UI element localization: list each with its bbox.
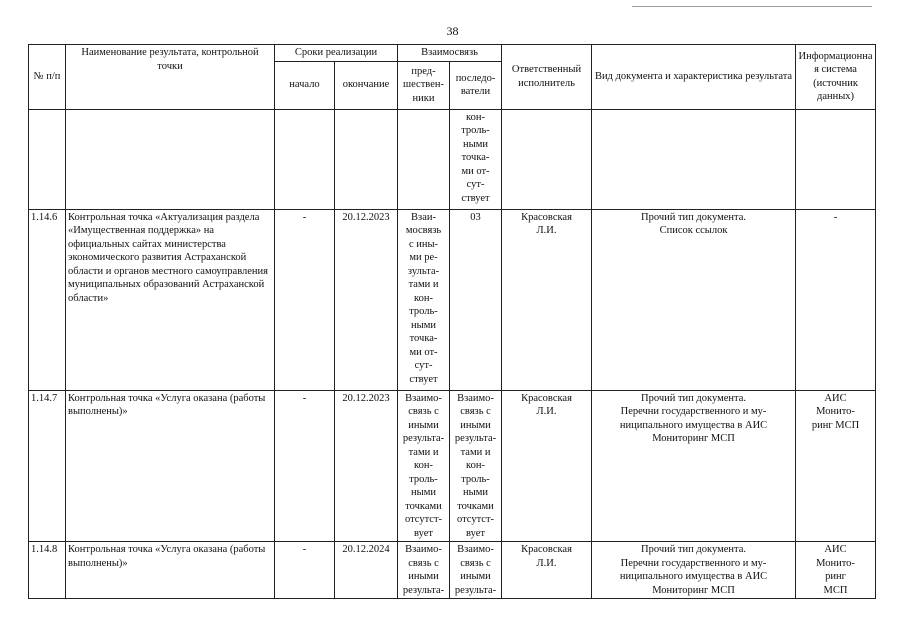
cell-document: Прочий тип документа. Перечни государственного и му- ниципального имущества в АИС Мониторинг МСП [592, 542, 796, 599]
cell-start: - [275, 390, 335, 542]
cell-start: - [275, 542, 335, 599]
header-successors: последо- ватели [450, 61, 502, 109]
cell-end: 20.12.2024 [335, 542, 398, 599]
cell-empty [398, 109, 450, 209]
header-end: окончание [335, 61, 398, 109]
cell-num: 1.14.6 [29, 209, 66, 390]
cell-successors: 03 [450, 209, 502, 390]
cell-empty [592, 109, 796, 209]
control-points-table [28, 44, 876, 599]
table-row-continuation [29, 109, 876, 209]
cell-info-system: АИС Монито- ринг МСП [796, 542, 876, 599]
cell-empty [796, 109, 876, 209]
cell-start: - [275, 209, 335, 390]
cell-name: Контрольная точка «Актуализация раздела «Имущественная поддержка» на официальных сайтах министерства экономического развития Астраханской области и органов местного самоуправления муниципальных образований Астраханской области» [66, 209, 275, 390]
cell-responsible: Красовская Л.И. [502, 390, 592, 542]
table-row [29, 390, 876, 542]
cell-name: Контрольная точка «Услуга оказана (работы выполнены)» [66, 390, 275, 542]
header-info-system: Информационная система (источник данных) [796, 45, 876, 110]
header-link: Взаимосвязь [398, 45, 502, 62]
header-predecessors: пред- шествен- ники [398, 61, 450, 109]
header-terms: Сроки реализации [275, 45, 398, 62]
cell-empty [275, 109, 335, 209]
cell-predecessors: Взаи- мосвязь с ины- ми ре- зульта- тами и кон- троль- ными точка- ми от- сут- ствует [398, 209, 450, 390]
cell-name: Контрольная точка «Услуга оказана (работы выполнены)» [66, 542, 275, 599]
cell-empty [66, 109, 275, 209]
header-row-top [29, 45, 876, 62]
table-row [29, 209, 876, 390]
cell-empty [335, 109, 398, 209]
cell-num: 1.14.8 [29, 542, 66, 599]
cell-empty [29, 109, 66, 209]
cell-predecessors: Взаимо- связь с иными результа- [398, 542, 450, 599]
cell-responsible: Красовская Л.И. [502, 209, 592, 390]
cell-predecessors: Взаимо- связь с иными результа- тами и кон- троль- ными точками отсутст- вует [398, 390, 450, 542]
cell-document: Прочий тип документа. Перечни государственного и му- ниципального имущества в АИС Мониторинг МСП [592, 390, 796, 542]
cell-info-system: - [796, 209, 876, 390]
header-document: Вид документа и характеристика результата [592, 45, 796, 110]
header-start: начало [275, 61, 335, 109]
header-name: Наименование результата, контрольной точки [66, 45, 275, 110]
cell-successors: кон- троль- ными точка- ми от- сут- ствует [450, 109, 502, 209]
header-responsible: Ответственный исполнитель [502, 45, 592, 110]
cell-info-system: АИС Монито- ринг МСП [796, 390, 876, 542]
cell-empty [502, 109, 592, 209]
cell-document: Прочий тип документа. Список ссылок [592, 209, 796, 390]
page-number: 38 [446, 24, 459, 38]
scan-artifact-line [632, 6, 872, 7]
cell-successors: Взаимо- связь с иными результа- тами и кон- троль- ными точками отсутст- вует [450, 390, 502, 542]
cell-successors: Взаимо- связь с иными результа- [450, 542, 502, 599]
cell-responsible: Красовская Л.И. [502, 542, 592, 599]
cell-num: 1.14.7 [29, 390, 66, 542]
cell-end: 20.12.2023 [335, 390, 398, 542]
cell-end: 20.12.2023 [335, 209, 398, 390]
table-row [29, 542, 876, 599]
header-num: № п/п [29, 45, 66, 110]
